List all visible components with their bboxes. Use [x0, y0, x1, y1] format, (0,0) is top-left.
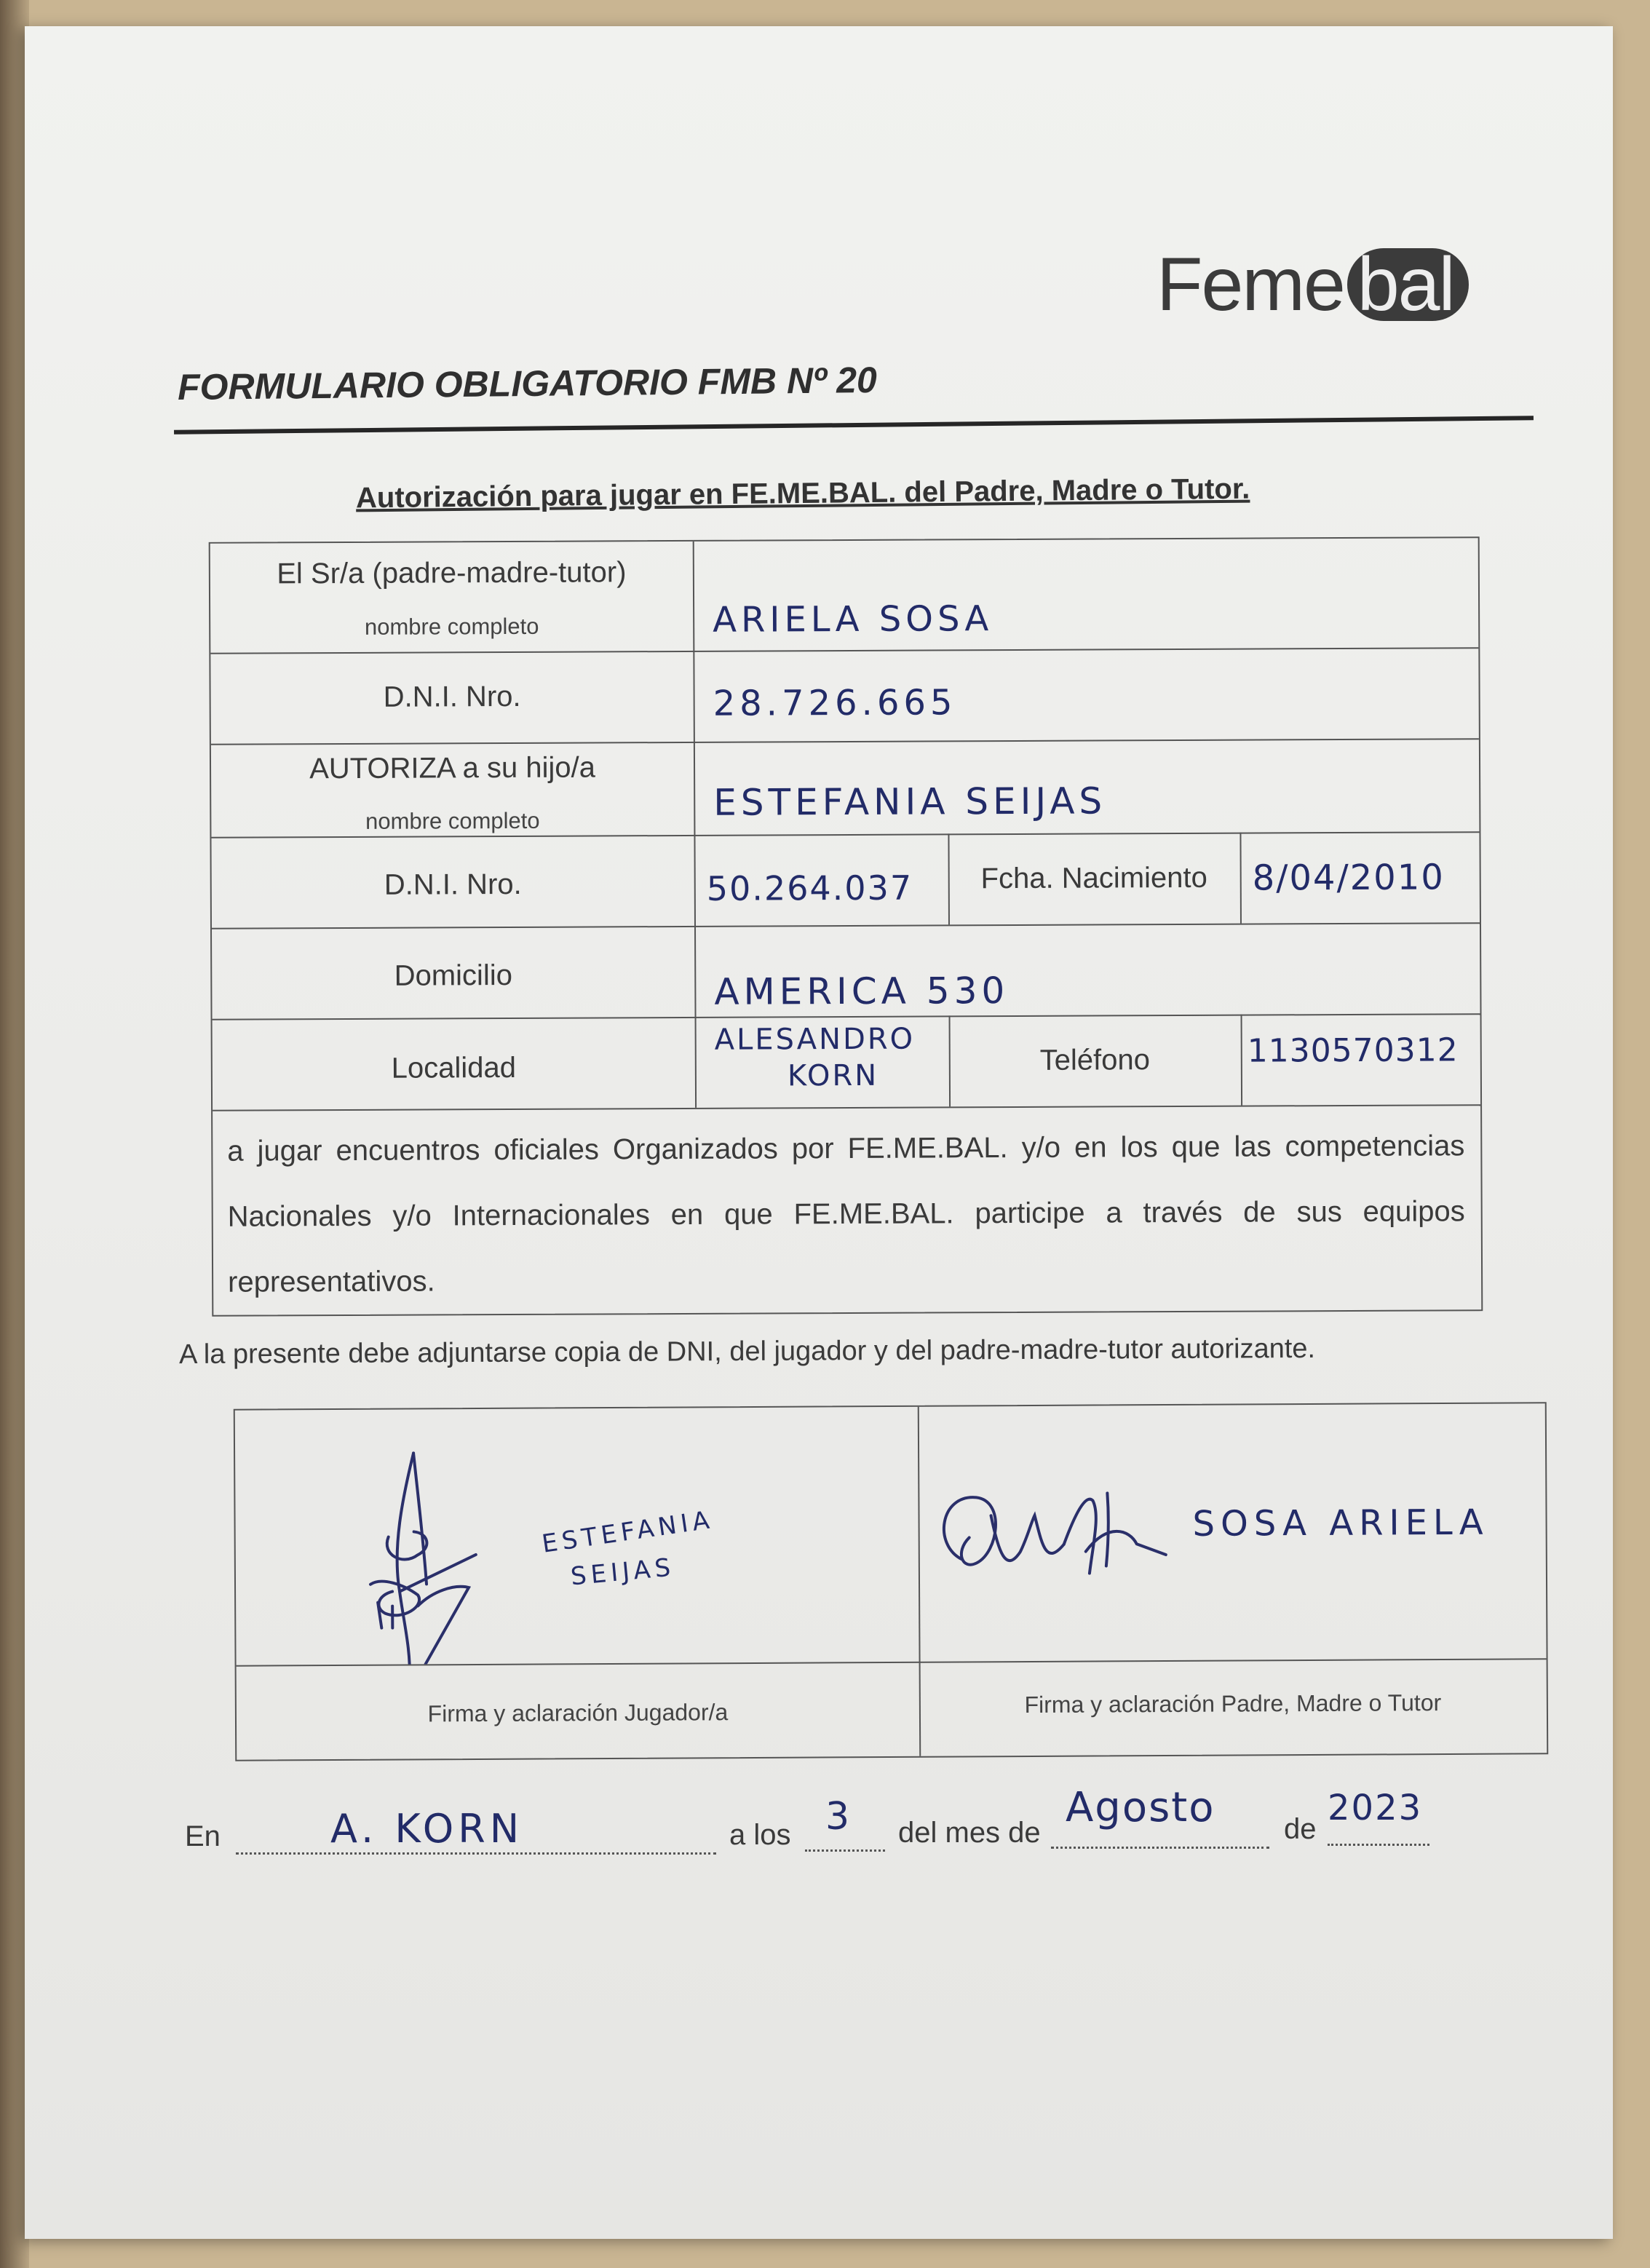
title-divider: [174, 416, 1534, 435]
col-divider: [1241, 1015, 1243, 1106]
year-field[interactable]: 2023: [1328, 1788, 1423, 1828]
city-field-line2[interactable]: KORN: [787, 1058, 879, 1093]
child-dni-field[interactable]: 50.264.037: [706, 868, 913, 908]
child-sublabel: nombre completo: [365, 807, 540, 834]
row-divider: [213, 1104, 1480, 1111]
player-name-line1: ESTEFANIA: [539, 1504, 716, 1559]
row-divider: [213, 1013, 1480, 1020]
authorization-paragraph: a jugar encuentros oficiales Organizados por FE.ME.BAL. y/o en los que las competencias Nacionales y/o Internacionales en que FE.ME.BAL. participe a través de sus equipos representativos.: [227, 1130, 1465, 1298]
phone-field[interactable]: 1130570312: [1247, 1031, 1459, 1070]
month-field[interactable]: Agosto: [1066, 1784, 1215, 1831]
femebal-logo: [1157, 242, 1469, 327]
place-date-line: [185, 1784, 1495, 1864]
parent-label: El Sr/a (padre-madre-tutor): [277, 556, 627, 590]
day-dots: [805, 1848, 885, 1852]
city-label: Localidad: [391, 1051, 517, 1085]
parent-name-field[interactable]: ARIELA SOSA: [713, 598, 993, 641]
place-field[interactable]: A. KORN: [330, 1806, 524, 1852]
parent-signature-caption: Firma y aclaración Padre, Madre o Tutor: [1024, 1689, 1442, 1718]
parent-name-clarification: SOSA ARIELA: [1192, 1502, 1489, 1545]
phone-label: Teléfono: [1039, 1044, 1151, 1076]
child-name-field[interactable]: ESTEFANIA SEIJAS: [713, 780, 1107, 824]
col-divider: [1240, 833, 1242, 924]
row-divider: [211, 738, 1479, 745]
child-label: AUTORIZA a su hijo/a: [309, 751, 596, 785]
birth-date-field[interactable]: 8/04/2010: [1252, 857, 1445, 899]
row-divider: [210, 647, 1478, 654]
city-field-line1[interactable]: ALESANDRO: [714, 1022, 916, 1057]
de-label: de: [1284, 1813, 1317, 1845]
address-label: Domicilio: [394, 959, 513, 992]
form-subtitle: Autorización para jugar en FE.ME.BAL. del Padre, Madre o Tutor.: [355, 472, 1250, 515]
row-divider: [212, 922, 1480, 929]
parent-dni-field[interactable]: 28.726.665: [713, 682, 957, 724]
form-title: FORMULARIO OBLIGATORIO FMB Nº 20: [177, 359, 878, 408]
year-dots: [1328, 1842, 1429, 1846]
child-dni-label: D.N.I. Nro.: [384, 868, 522, 901]
signature-box: [234, 1402, 1549, 1761]
mes-label: del mes de: [898, 1817, 1041, 1849]
attachment-note: A la presente debe adjuntarse copia de DNI, del jugador y del padre-madre-tutor autorizante.: [178, 1333, 1316, 1371]
day-field[interactable]: 3: [825, 1795, 854, 1839]
player-name-line2: SEIJAS: [569, 1553, 676, 1592]
birth-date-label: Fcha. Nacimiento: [980, 861, 1207, 895]
parent-sublabel: nombre completo: [364, 613, 539, 640]
parent-dni-label: D.N.I. Nro.: [383, 680, 521, 713]
authorization-table: [209, 536, 1483, 1317]
player-signature-caption: Firma y aclaración Jugador/a: [427, 1699, 729, 1727]
logo-text: Feme: [1157, 242, 1344, 327]
month-dots: [1051, 1845, 1269, 1849]
form-sheet: [25, 26, 1613, 2239]
a-los-label: a los: [729, 1819, 791, 1851]
logo-pill: bal: [1347, 248, 1469, 321]
en-label: En: [185, 1820, 221, 1852]
address-field[interactable]: AMERICA 530: [714, 970, 1010, 1013]
